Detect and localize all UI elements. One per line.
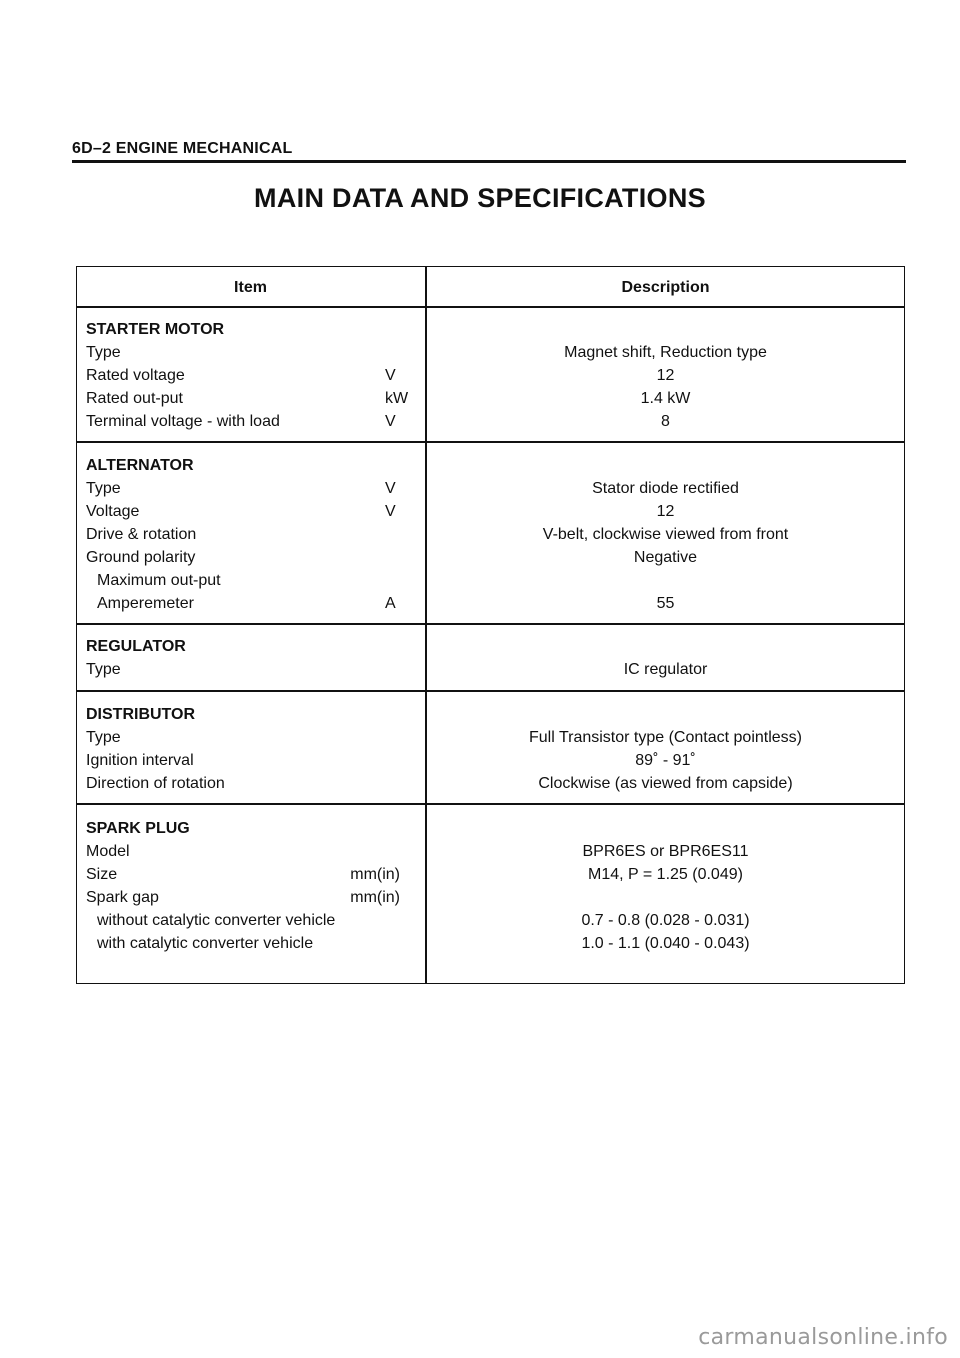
section-header: 6D–2 ENGINE MECHANICAL (72, 140, 293, 157)
row-description: Negative (633, 549, 698, 566)
row-description: Magnet shift, Reduction type (564, 344, 767, 361)
row-description: 89˚ - 91˚ (635, 752, 696, 769)
row-unit: kW (385, 390, 409, 407)
table-row (0, 569, 960, 592)
row-label: Ground polarity (86, 549, 196, 566)
table-row (0, 772, 960, 795)
section-heading-row (0, 454, 960, 477)
section-heading: DISTRIBUTOR (86, 706, 196, 723)
row-unit: A (385, 595, 396, 612)
section-heading-row (0, 817, 960, 840)
row-unit: mm(in) (350, 866, 400, 883)
table-row (0, 410, 960, 433)
table-row (0, 546, 960, 569)
row-description: Full Transistor type (Contact pointless) (529, 729, 802, 746)
section-heading: ALTERNATOR (86, 457, 194, 474)
row-label: Amperemeter (97, 595, 194, 612)
header-rule (72, 160, 906, 163)
section-heading: SPARK PLUG (86, 820, 190, 837)
row-label: Type (86, 344, 121, 361)
row-description: 1.4 kW (640, 390, 691, 407)
section-heading-row (0, 703, 960, 726)
distributor-section-divider (76, 803, 905, 805)
row-label: Type (86, 661, 121, 678)
column-header-description: Description (621, 279, 710, 296)
header-row-divider (76, 306, 905, 308)
table-row (0, 840, 960, 863)
row-description: 0.7 - 0.8 (0.028 - 0.031) (581, 912, 750, 929)
row-label: Drive & rotation (86, 526, 197, 543)
page-title: MAIN DATA AND SPECIFICATIONS (254, 183, 706, 213)
row-description: M14, P = 1.25 (0.049) (588, 866, 743, 883)
table-row (0, 863, 960, 886)
row-unit: V (385, 503, 396, 520)
row-label: Rated out-put (86, 390, 183, 407)
table-row (0, 592, 960, 615)
table-row (0, 909, 960, 932)
watermark: carmanualsonline.info (698, 1325, 948, 1350)
row-description: BPR6ES or BPR6ES11 (582, 843, 749, 860)
row-description: 12 (656, 367, 675, 384)
row-label: Type (86, 480, 121, 497)
row-description: Stator diode rectified (592, 480, 739, 497)
row-label: Voltage (86, 503, 140, 520)
row-unit: V (385, 413, 396, 430)
section-heading-row (0, 318, 960, 341)
row-description: IC regulator (623, 661, 708, 678)
table-row (0, 932, 960, 955)
row-label: Size (86, 866, 118, 883)
row-label: with catalytic converter vehicle (97, 935, 314, 952)
row-label: Rated voltage (86, 367, 185, 384)
row-description: 12 (656, 503, 675, 520)
table-row (0, 364, 960, 387)
table-row (0, 749, 960, 772)
row-unit: V (385, 480, 396, 497)
section-heading-row (0, 635, 960, 658)
row-label: Type (86, 729, 121, 746)
row-label: Direction of rotation (86, 775, 225, 792)
row-unit: V (385, 367, 396, 384)
row-description: 55 (656, 595, 675, 612)
row-description: 1.0 - 1.1 (0.040 - 0.043) (581, 935, 750, 952)
table-row (0, 726, 960, 749)
table-row (0, 500, 960, 523)
alternator-section-divider (76, 623, 905, 625)
row-description: 8 (661, 413, 670, 430)
row-label: without catalytic converter vehicle (97, 912, 336, 929)
section-heading: STARTER MOTOR (86, 321, 225, 338)
row-label: Terminal voltage - with load (86, 413, 280, 430)
row-label: Maximum out-put (97, 572, 221, 589)
table-row (0, 658, 960, 681)
table-row (0, 523, 960, 546)
row-label: Ignition interval (86, 752, 194, 769)
regulator-section-divider (76, 690, 905, 692)
section-heading: REGULATOR (86, 638, 186, 655)
column-header-item: Item (234, 279, 267, 296)
starter-section-divider (76, 441, 905, 443)
table-row (0, 387, 960, 410)
row-label: Spark gap (86, 889, 159, 906)
row-label: Model (86, 843, 130, 860)
table-row (0, 886, 960, 909)
row-description: Clockwise (as viewed from capside) (538, 775, 793, 792)
row-description: V-belt, clockwise viewed from front (542, 526, 789, 543)
table-row (0, 341, 960, 364)
row-unit: mm(in) (350, 889, 400, 906)
table-row (0, 477, 960, 500)
